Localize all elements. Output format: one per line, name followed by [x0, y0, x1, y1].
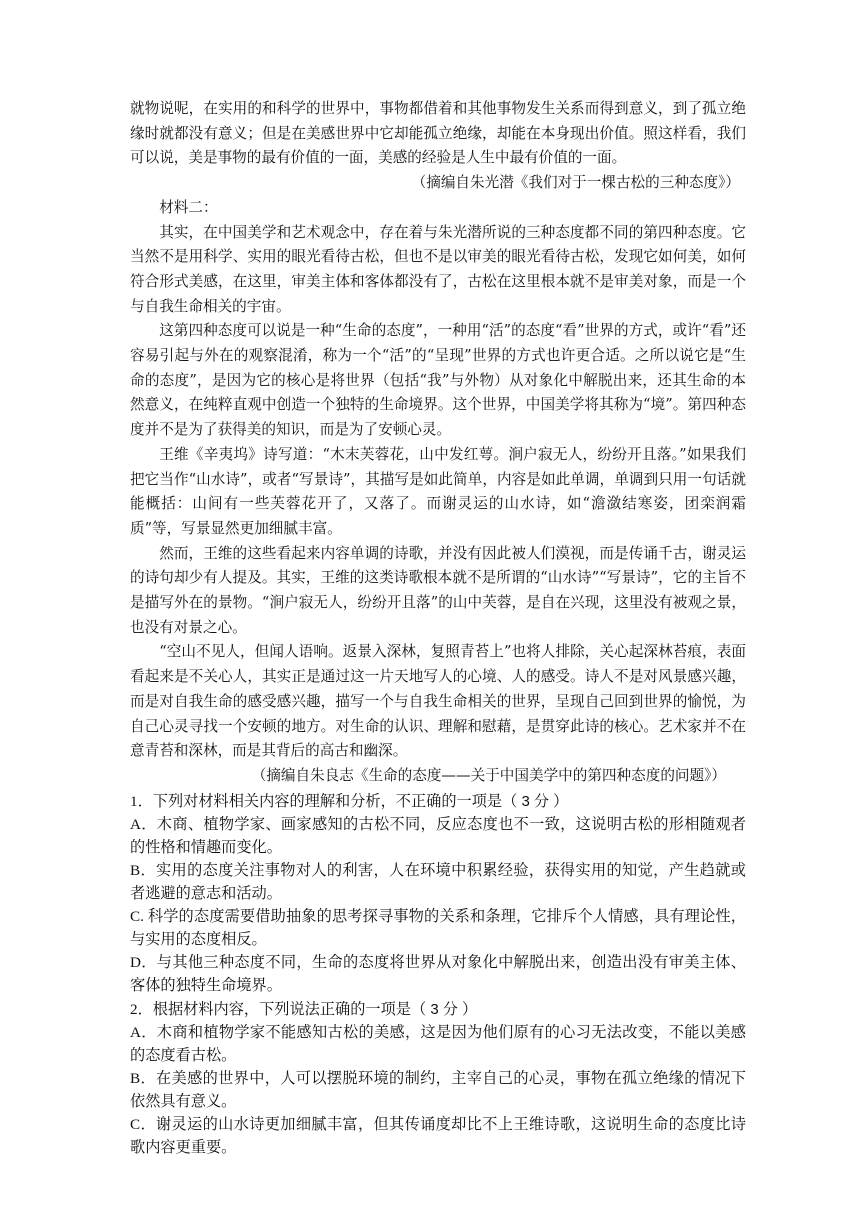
- passage-paragraph: 然而，王维的这些看起来内容单调的诗歌，并没有因此被人们漠视，而是传诵千古，谢灵运的诗句却少有人提及。其实，王维的这类诗歌根本就不是所谓的“山水诗”“写景诗”，它的主旨不是描写外在的景物。“涧户寂无人，纷纷开且落”的山中芙蓉，是自在兴现，这里没有被观之景，也没有对景之心。: [130, 544, 746, 636]
- source-citation: （摘编自朱良志《生命的态度——关于中国美学中的第四种态度的问题》）: [251, 766, 726, 784]
- option-b: B．实用的态度关注事物对人的利害，人在环境中积累经验，获得实用的知觉，产生趋就或者逃避的意志和活动。: [130, 861, 746, 903]
- question-stem: 1．下列对材料相关内容的理解和分析，不正确的一项是（ 3 分 ）: [130, 792, 569, 810]
- passage-paragraph: 这第四种态度可以说是一种“生命的态度”，一种用“活”的态度“看”世界的方式，或许“看”还容易引起与外在的观察混淆，称为一个“活”的“呈现”世界的方式也许更合适。之所以说它是“生命的态度”，是因为它的核心是将世界（包括“我”与外物）从对象化中解脱出来，还其生命的本然意义，在纯粹直观中创造一个独特的生命境界。这个世界，中国美学将其称为“境”。第四种态度并不是为了获得美的知识，而是为了安顿心灵。: [130, 322, 746, 439]
- question-score: 3 分: [426, 1000, 463, 1018]
- question-1: [130, 790, 746, 998]
- passage-paragraph: 王维《辛夷坞》诗写道：“木末芙蓉花，山中发红萼。涧户寂无人，纷纷开且落。”如果我们把它当作“山水诗”，或者“写景诗”，其描写是如此简单，内容是如此单调，单调到只用一句话就能概括：山间有一些芙蓉花开了，又落了。而谢灵运的山水诗，如“澹潋结寒姿，团栾润霜质”等，写景显然更加细腻丰富。: [130, 445, 746, 537]
- option-c: C．谢灵运的山水诗更加细腻丰富，但其传诵度却比不上王维诗歌，这说明生命的态度比诗歌内容更重要。: [130, 1116, 746, 1157]
- questions-section: [130, 790, 746, 1160]
- option-a: A．木商和植物学家不能感知古松的美感，这是因为他们原有的心习无法改变，不能以美感的态度看古松。: [130, 1023, 746, 1064]
- question-score: 3 分: [517, 792, 554, 810]
- option-c: C. 科学的态度需要借助抽象的思考探寻事物的关系和条理，它排斥个人情感，具有理论性，与实用的态度相反。: [130, 908, 746, 949]
- passage-paragraph: “空山不见人，但闻人语响。返景入深林，复照青苔上”也将人排除，关心起深林苔痕，表面看起来是不关心人，其实正是通过这一片天地写人的心境、人的感受。诗人不是对风景感兴趣，而是对自我生命的感受感兴趣，描写一个与自我生命相关的世界，呈现自己回到世界的愉悦，为自己心灵寻找一个安顿的地方。对生命的认识、理解和慰藉，是贯穿此诗的核心。艺术家并不在意青苔和深林，而是其背后的高古和幽深。: [130, 643, 746, 760]
- option-b: B．在美感的世界中，人可以摆脱环境的制约，主宰自己的心灵，事物在孤立绝缘的情况下依然具有意义。: [130, 1069, 746, 1110]
- option-d: D．与其他三种态度不同，生命的态度将世界从对象化中解脱出来，创造出没有审美主体、客体的独特生命境界。: [130, 954, 746, 995]
- reading-passage: [130, 97, 746, 789]
- material-label: 材料二：: [159, 198, 218, 216]
- question-stem: 2．根据材料内容，下列说法正确的一项是（ 3 分 ）: [130, 1000, 478, 1018]
- option-a: A．木商、植物学家、画家感知的古松不同，反应态度也不一致，这说明古松的形相随观者的性格和情趣而变化。: [130, 815, 746, 856]
- question-2: [130, 998, 746, 1160]
- source-citation: （摘编自朱光潜《我们对于一棵古松的三种态度》）: [411, 174, 740, 192]
- passage-paragraph: 其实，在中国美学和艺术观念中，存在着与朱光潜所说的三种态度都不同的第四种态度。它当然不是用科学、实用的眼光看待古松，但也不是以审美的眼光看待古松，发现它如何美，如何符合形式美感，在这里，审美主体和客体都没有了，古松在这里根本就不是审美对象，而是一个与自我生命相关的宇宙。: [130, 223, 746, 315]
- passage-paragraph: 就物说呢，在实用的和科学的世界中，事物都借着和其他事物发生关系而得到意义，到了孤立绝缘时就都没有意义；但是在美感世界中它却能孤立绝缘，却能在本身现出价值。照这样看，我们可以说，美是事物的最有价值的一面，美感的经验是人生中最有价值的一面。: [130, 100, 746, 167]
